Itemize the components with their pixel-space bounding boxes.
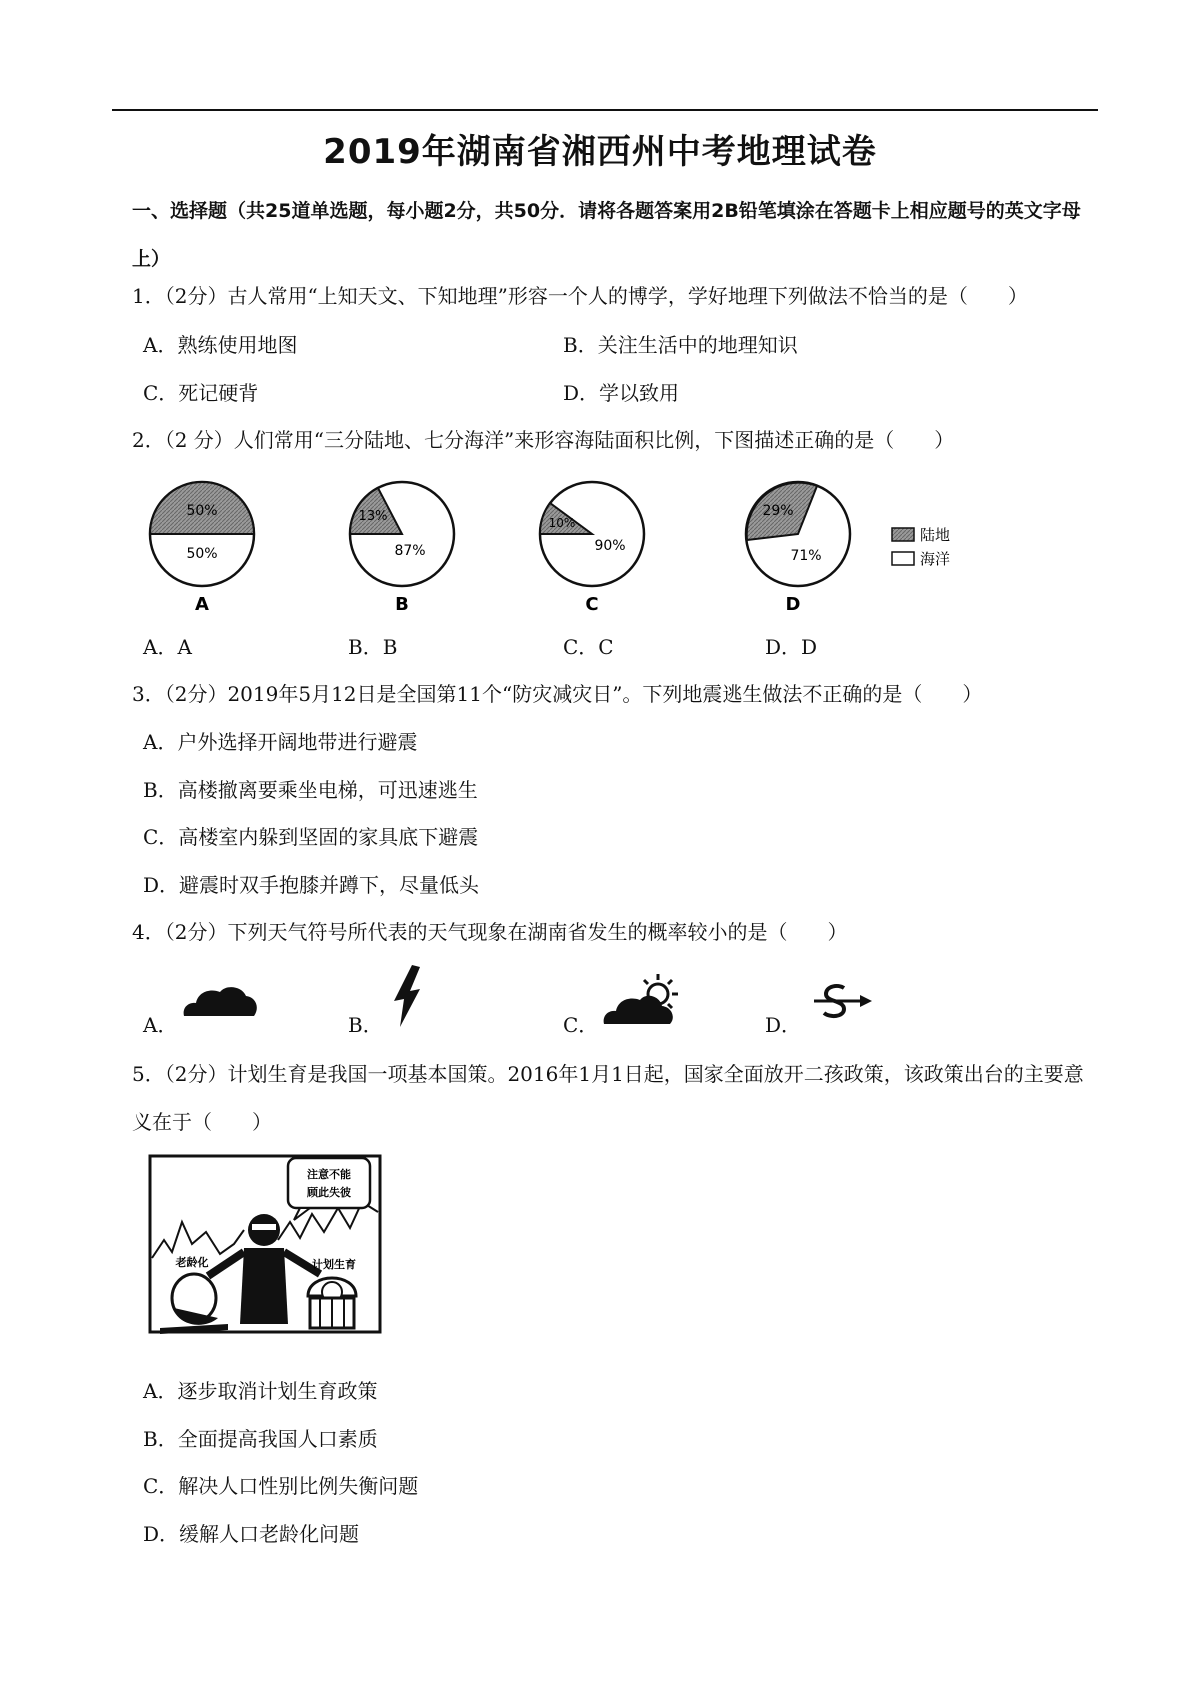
q1-option-b: B．关注生活中的地理知识	[563, 333, 798, 357]
cartoon-left-tag: 老龄化	[175, 1256, 209, 1269]
pie-d-land-label: 29%	[762, 503, 794, 519]
q3-option-d: D．避震时双手抱膝并蹲下，尽量低头	[143, 873, 480, 897]
population-policy-cartoon	[148, 1148, 384, 1338]
cartoon-right-tag: 计划生育	[312, 1258, 356, 1271]
q1-option-d: D．学以致用	[563, 381, 680, 405]
pie-c	[540, 482, 644, 615]
pie-c-land-label: 10%	[548, 516, 576, 530]
question-5-stem: 5．（2分）计划生育是我国一项基本国策。2016年1月1日起，国家全面放开二孩政策，该政策出台的主要意义在于（ ）	[132, 1062, 1084, 1134]
legend-land-swatch	[892, 528, 914, 541]
pie-c-letter: C	[585, 594, 599, 615]
pie-d	[746, 482, 850, 615]
q5-option-c: C．解决人口性别比例失衡问题	[143, 1474, 419, 1498]
pie-a-ocean-label: 50%	[186, 546, 218, 562]
q1-option-c: C．死记硬背	[143, 381, 259, 405]
q2-option-a: A．A	[143, 635, 192, 659]
legend-land-label: 陆地	[920, 526, 951, 544]
q3-option-a: A．户外选择开阔地带进行避震	[143, 730, 418, 754]
q2-option-d: D．D	[765, 635, 818, 659]
q5-option-d: D．缓解人口老龄化问题	[143, 1522, 360, 1546]
q2-option-b: B．B	[348, 635, 398, 659]
section-heading: 一、选择题（共25道单选题，每小题2分，共50分．请将各题答案用2B铅笔填涂在答题卡上相应题号的英文字母上）	[132, 200, 1081, 270]
pie-b	[350, 482, 454, 615]
q2-option-c: C．C	[563, 635, 614, 659]
pie-c-ocean-label: 90%	[594, 538, 626, 554]
q3-option-b: B．高楼撤离要乘坐电梯，可迅速逃生	[143, 778, 478, 802]
cloudy-weather-icon	[180, 980, 260, 1020]
cloudy-to-sunny-icon	[602, 972, 682, 1028]
q3-option-c: C．高楼室内躲到坚固的家具底下避震	[143, 825, 479, 849]
q4-option-b: B．	[348, 1013, 383, 1037]
page-title: 2019年湖南省湘西州中考地理试卷	[323, 132, 877, 172]
thunder-lightning-icon	[390, 963, 430, 1029]
q4-option-a: A．	[143, 1013, 178, 1037]
q4-option-d: D．	[765, 1013, 802, 1037]
land-ocean-pie-figure	[130, 470, 1000, 620]
pie-legend	[892, 526, 950, 568]
q5-option-b: B．全面提高我国人口素质	[143, 1427, 378, 1451]
sandstorm-icon	[810, 982, 874, 1022]
cartoon-bubble-line-1: 注意不能	[307, 1168, 351, 1181]
header-rule	[112, 109, 1098, 111]
question-2-stem: 2．（2 分）人们常用“三分陆地、七分海洋”来形容海陆面积比例，下图描述正确的是（ ）	[132, 428, 955, 452]
pie-d-ocean-label: 71%	[790, 548, 822, 564]
question-4-stem: 4．（2分）下列天气符号所代表的天气现象在湖南省发生的概率较小的是（ ）	[132, 920, 848, 944]
pie-b-ocean-label: 87%	[394, 543, 426, 559]
pie-a-letter: A	[195, 594, 209, 615]
pie-a-land-label: 50%	[186, 503, 218, 519]
q4-option-c: C．	[563, 1013, 599, 1037]
pie-b-land-label: 13%	[358, 509, 388, 524]
pie-a	[150, 482, 254, 615]
q1-option-a: A．熟练使用地图	[143, 333, 298, 357]
question-1-stem: 1．（2分）古人常用“上知天文、下知地理”形容一个人的博学，学好地理下列做法不恰当的是（ ）	[132, 284, 1028, 308]
question-3-stem: 3．（2分）2019年5月12日是全国第11个“防灾减灾日”。下列地震逃生做法不正确的是（ ）	[132, 682, 983, 706]
pie-d-letter: D	[785, 594, 801, 615]
legend-ocean-label: 海洋	[920, 550, 951, 568]
legend-ocean-swatch	[892, 552, 914, 565]
pie-b-letter: B	[395, 594, 409, 615]
q5-option-a: A．逐步取消计划生育政策	[143, 1379, 378, 1403]
cartoon-bubble-line-2: 顾此失彼	[307, 1186, 351, 1199]
